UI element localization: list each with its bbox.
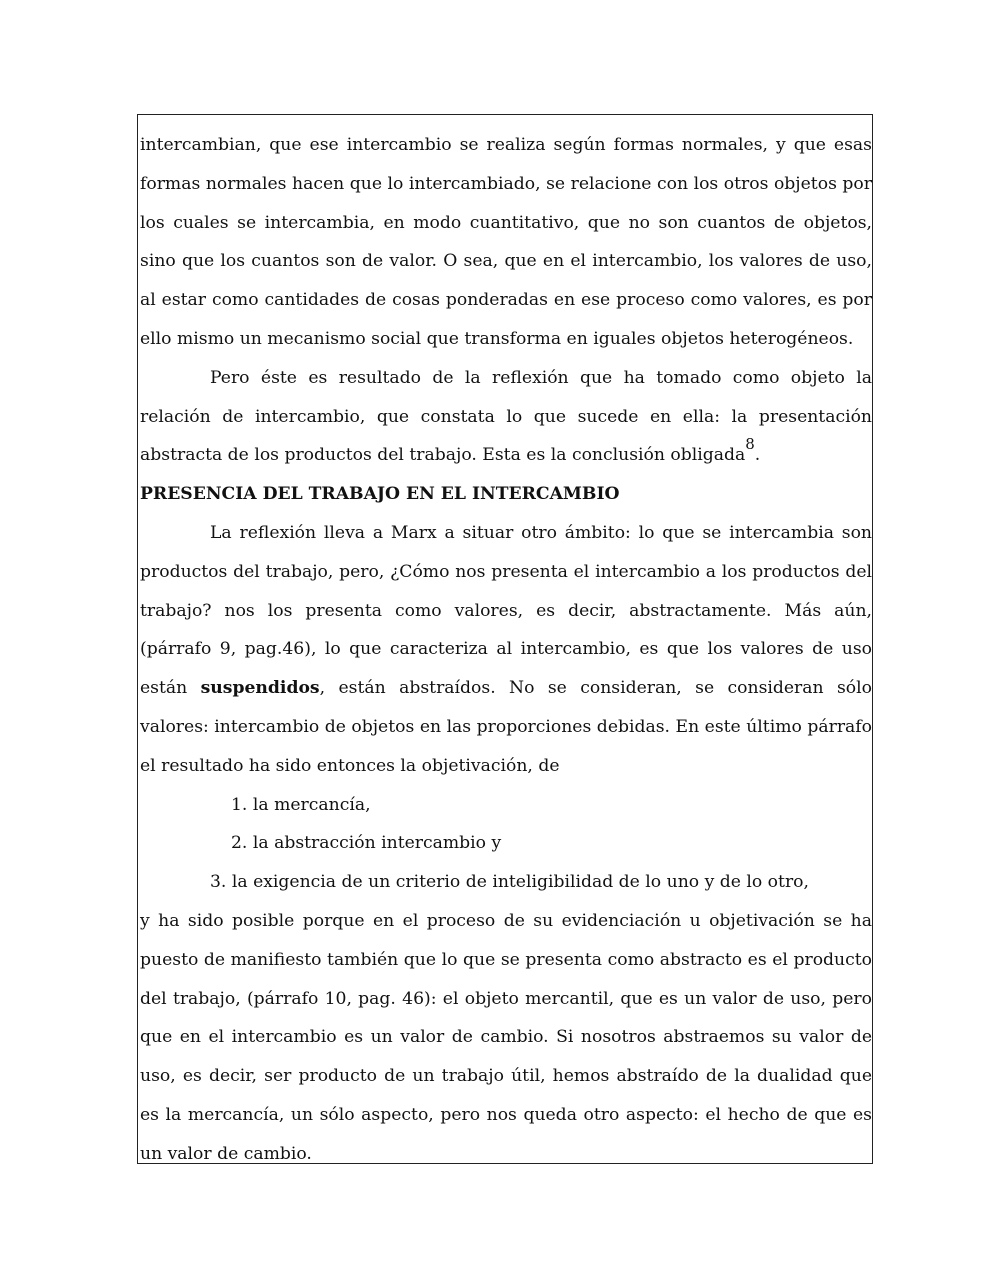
bold-term: suspendidos (200, 678, 320, 699)
paragraph (140, 359, 872, 475)
paragraph: y ha sido posible porque en el proceso de su evidenciación u objetivación se ha puesto de manifiesto también que lo que se presenta como abstracto es el producto del trabajo, (párrafo 10, pag. 46): el objeto mercantil, que es un valor de uso, pero que en el intercambio es un valor de cambio. Si nosotros abstraemos su valor de uso, es decir, ser producto de un trabajo útil, hemos abstraído de la dualidad que es la mercancía, un sólo aspecto, pero nos queda otro aspecto: el hecho de que es un valor de cambio. (140, 910, 872, 1164)
footnote-ref[interactable]: 8 (745, 435, 755, 454)
paragraph-end: . (754, 445, 761, 466)
paragraph: intercambian, que ese intercambio se realiza según formas normales, y que esas formas normales hacen que lo intercambiado, se relacione con los otros objetos por los cuales se intercambia, en modo cuantitativo, que no son cuantos de objetos, sino que los cuantos son de valor. O sea, que en el intercambio, los valores de uso, al estar como cantidades de cosas ponderadas en ese proceso como valores, es por ello mismo un mecanismo social que transforma en iguales objetos heterogéneos. (140, 135, 872, 349)
paragraph-text: Pero éste es resultado de la reflexión que ha tomado como objeto la relación de intercambio, que constata lo que sucede en ella: la presentación abstracta de los productos del trabajo. Esta es la conclusión obligada (140, 367, 872, 466)
paragraph-text: , están abstraídos. No se consideran, se consideran sólo valores: intercambio de objetos en las proporciones debidas. En este último párrafo el resultado ha sido entonces la objetivación, de (140, 678, 872, 776)
list-item: 3. la exigencia de un criterio de inteligibilidad de lo uno y de lo otro, (210, 872, 809, 893)
list-item: 2. la abstracción intercambio y (231, 833, 502, 854)
document-body (140, 126, 872, 1174)
section-heading: PRESENCIA DEL TRABAJO EN EL INTERCAMBIO (140, 484, 620, 505)
paragraph (140, 514, 872, 786)
list-item: 1. la mercancía, (231, 794, 371, 815)
paragraph-text: La reflexión lleva a Marx a situar otro ámbito: lo que se intercambia son productos del trabajo, pero, ¿Cómo nos presenta el intercambio a los productos del trabajo? nos los presenta como valores, es decir, abstractamente. Más aún, (párrafo 9, pag.46), lo que caracteriza al intercambio, es que los valores de uso están (140, 522, 872, 699)
